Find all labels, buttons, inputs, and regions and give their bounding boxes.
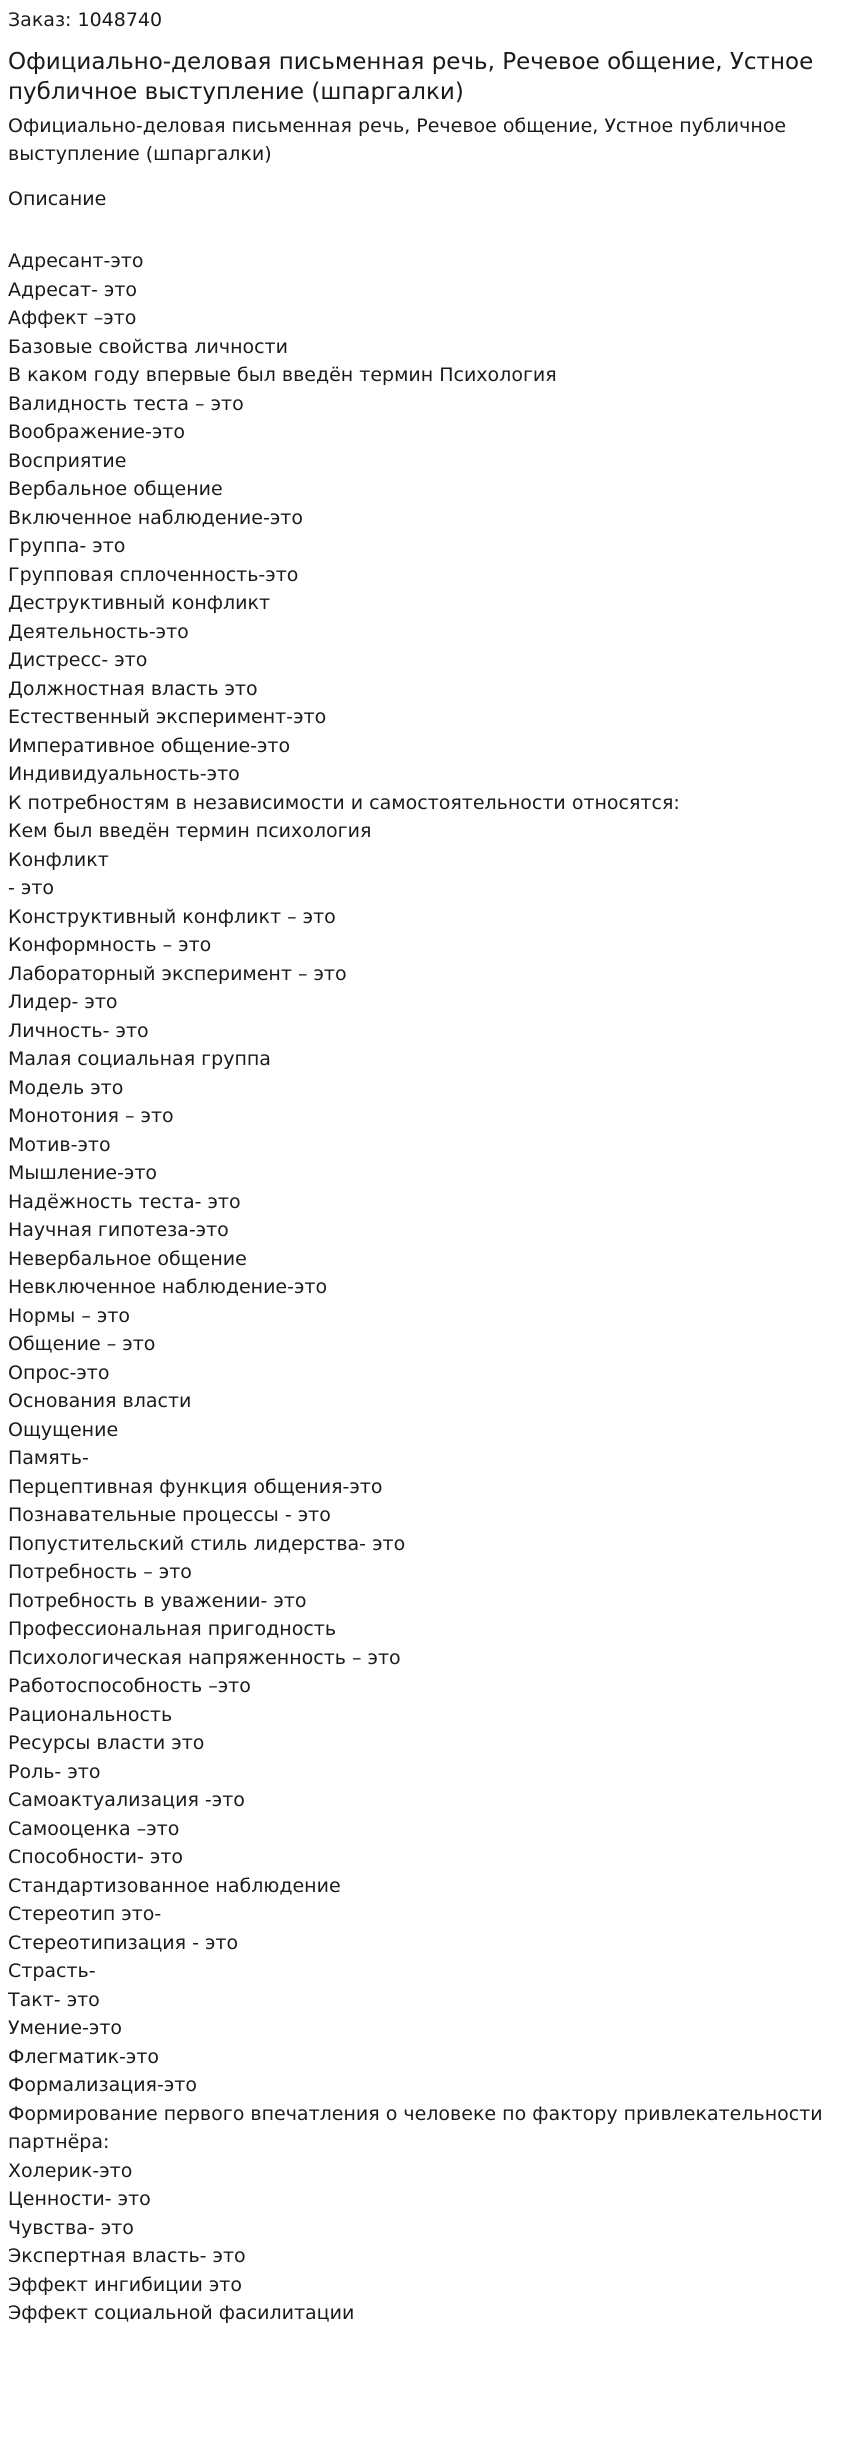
list-item: Попустительский стиль лидерства- это: [8, 1532, 406, 1555]
list-item: Малая социальная группа: [8, 1048, 271, 1070]
list-item: Вербальное общение: [8, 478, 223, 500]
list-item: Аффект –это: [8, 307, 137, 329]
list-item: Кем был введён термин психология: [8, 820, 372, 842]
list-item: Дистресс- это: [8, 649, 148, 671]
list-item: Ощущение: [8, 1418, 119, 1441]
list-item: Эффект ингибиции это: [8, 2273, 242, 2296]
list-item: Такт- это: [8, 1988, 100, 2011]
list-item: Лабораторный эксперимент – это: [8, 962, 347, 985]
list-item: Базовые свойства личности: [8, 335, 288, 358]
list-item: В каком году впервые был введён термин Психология: [8, 364, 557, 386]
list-item: Императивное общение-это: [8, 734, 291, 757]
list-item: Перцептивная функция общения-это: [8, 1475, 383, 1498]
list-item: Конструктивный конфликт – это: [8, 905, 336, 928]
list-item: Психологическая напряженность – это: [8, 1646, 401, 1669]
list-item: Эффект социальной фасилитации: [8, 2302, 355, 2324]
list-item: Самоактуализация -это: [8, 1789, 245, 1811]
list-item: Страсть-: [8, 1960, 96, 1982]
list-item: Самооценка –это: [8, 1817, 180, 1840]
list-item: Адресат- это: [8, 278, 138, 301]
list-item: Стереотип это-: [8, 1903, 162, 1925]
list-item: - это: [8, 877, 55, 899]
page-subtitle: Официально-деловая письменная речь, Речевое общение, Устное публичное выступление (шпаргалки): [8, 115, 787, 165]
list-item: Нормы – это: [8, 1304, 131, 1327]
list-item: Надёжность теста- это: [8, 1190, 241, 1213]
list-item: Потребность в уважении- это: [8, 1589, 307, 1612]
list-item: Формирование первого впечатления о человеке по фактору привлекательности партнёра:: [8, 2102, 823, 2153]
list-item: Деятельность-это: [8, 620, 189, 643]
list-item: Восприятие: [8, 449, 127, 472]
list-item: Умение-это: [8, 2017, 123, 2039]
description-label: Описание: [8, 188, 107, 210]
list-item: Мотив-это: [8, 1133, 111, 1156]
list-item: Модель это: [8, 1076, 124, 1099]
list-item: Личность- это: [8, 1019, 149, 1042]
list-item: Холерик-это: [8, 2159, 133, 2182]
list-item: Стандартизованное наблюдение: [8, 1874, 341, 1897]
list-item: Научная гипотеза-это: [8, 1219, 229, 1241]
list-item: Общение – это: [8, 1333, 156, 1355]
list-item: Должностная власть это: [8, 677, 258, 700]
list-item: Невключенное наблюдение-это: [8, 1276, 328, 1298]
list-item: Основания власти: [8, 1390, 192, 1412]
list-item: Ценности- это: [8, 2188, 151, 2210]
list-item: Экспертная власть- это: [8, 2245, 246, 2267]
list-item: Рациональность: [8, 1703, 173, 1726]
list-item: Мышление-это: [8, 1162, 158, 1184]
list-item: Роль- это: [8, 1760, 101, 1783]
list-item: Воображение-это: [8, 421, 185, 443]
list-item: Включенное наблюдение-это: [8, 506, 303, 529]
list-item: Группа- это: [8, 535, 126, 557]
list-item: Индивидуальность-это: [8, 763, 240, 785]
list-item: Конформность – это: [8, 934, 212, 956]
page-title: Официально-деловая письменная речь, Речевое общение, Устное публичное выступление (шпаргалки): [8, 49, 814, 105]
list-item: Опрос-это: [8, 1361, 110, 1384]
list-item: Потребность – это: [8, 1561, 192, 1583]
order-number: Заказ: 1048740: [8, 9, 163, 31]
list-item: Невербальное общение: [8, 1247, 247, 1270]
list-item: Чувства- это: [8, 2216, 134, 2239]
list-item: Групповая сплоченность-это: [8, 563, 299, 586]
term-list: [8, 247, 839, 2328]
list-item: Конфликт: [8, 848, 109, 871]
list-item: Деструктивный конфликт: [8, 592, 271, 614]
list-item: Профессиональная пригодность: [8, 1618, 337, 1640]
list-item: Память-: [8, 1447, 89, 1469]
list-item: Флегматик-это: [8, 2045, 160, 2068]
list-item: Адресант-это: [8, 250, 144, 272]
list-item: Валидность теста – это: [8, 392, 244, 415]
list-item: Стереотипизация - это: [8, 1931, 239, 1954]
list-item: Лидер- это: [8, 991, 118, 1013]
list-item: К потребностям в независимости и самостоятельности относятся:: [8, 791, 680, 814]
list-item: Монотония – это: [8, 1105, 174, 1127]
list-item: Ресурсы власти это: [8, 1732, 205, 1754]
list-item: Работоспособность –это: [8, 1675, 251, 1697]
list-item: Способности- это: [8, 1846, 184, 1868]
list-item: Естественный эксперимент-это: [8, 706, 327, 728]
list-item: Познавательные процессы - это: [8, 1504, 331, 1526]
list-item: Формализация-это: [8, 2074, 197, 2096]
